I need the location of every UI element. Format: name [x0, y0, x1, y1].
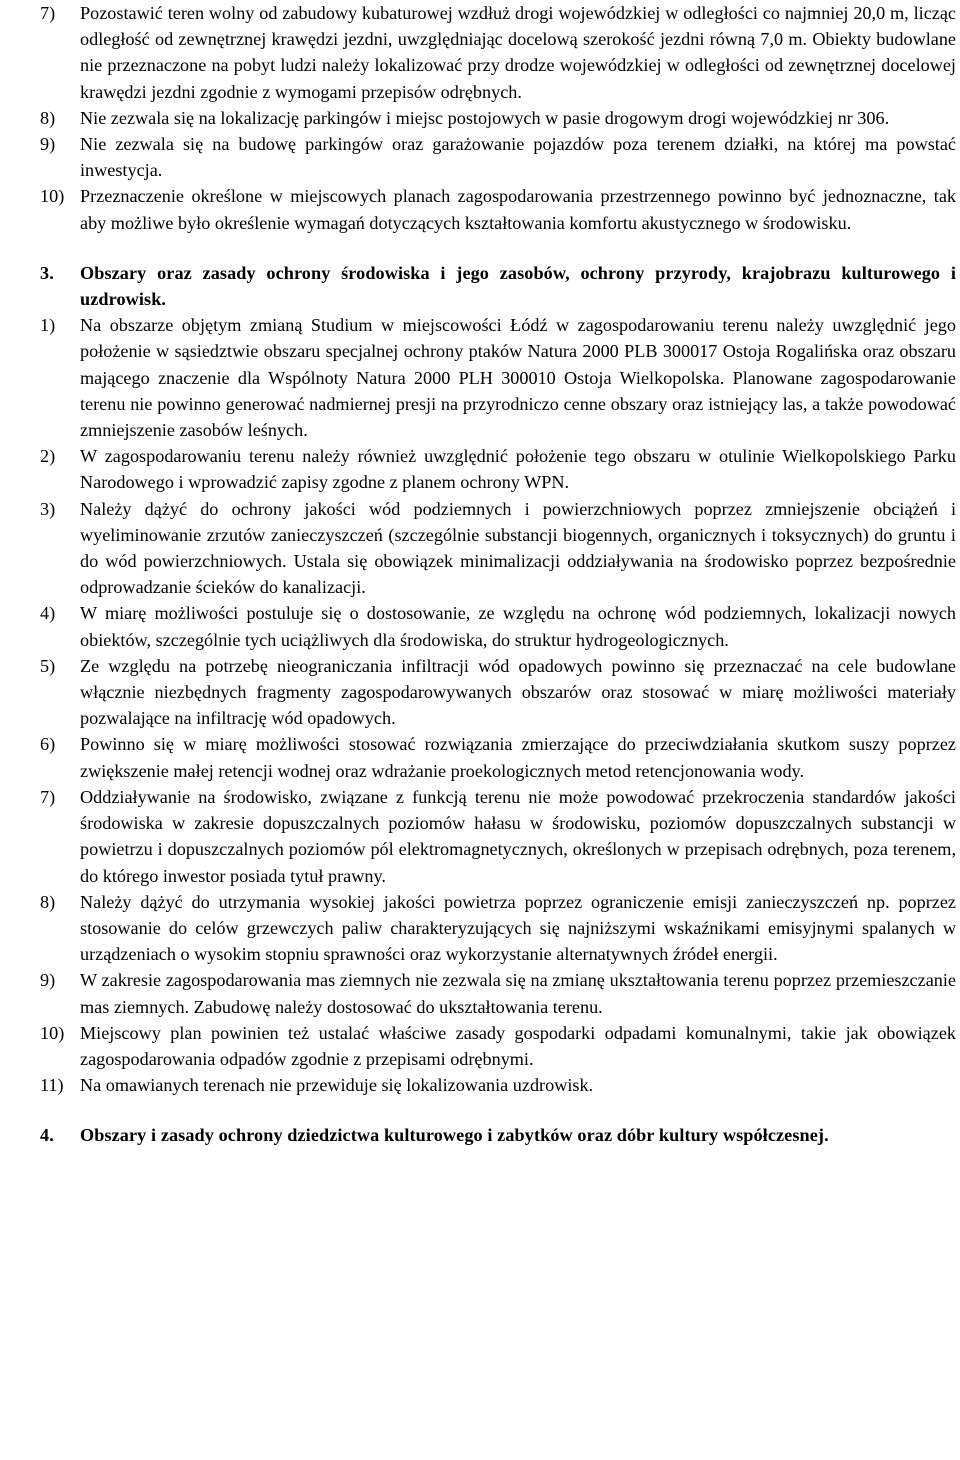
item-number: 4): [40, 603, 56, 624]
item-number: 5): [40, 655, 56, 676]
list-item: [40, 496, 956, 601]
section-number: 4.: [40, 1125, 54, 1146]
item-number: 1): [40, 315, 56, 336]
section-4-heading: [40, 1122, 956, 1148]
item-text: W zagospodarowaniu terenu należy również uwzględnić położenie tego obszaru w otulinie Wielkopolskiego Parku Narodowego i wprowadzić zapisy zgodne z planem ochrony WPN.: [80, 446, 956, 493]
list-item: [40, 967, 956, 1019]
item-text: Oddziaływanie na środowisko, związane z funkcją terenu nie może powodować przekroczenia standardów jakości środowiska w zakresie dopuszczalnych poziomów hałasu w środowisku, poziomów dopuszczalnych substancji w powietrzu i dopuszczalnych poziomów pól elektromagnetycznych, określonych w przepisach odrębnych, poza terenem, do którego inwestor posiada tytuł prawny.: [80, 786, 956, 886]
item-number: 2): [40, 446, 56, 467]
list-item: [40, 131, 956, 183]
list-item: [40, 1072, 956, 1098]
item-number: 10): [40, 1022, 65, 1043]
item-number: 7): [40, 3, 56, 23]
list-item: [40, 600, 956, 652]
list-item: [40, 443, 956, 495]
item-text: Przeznaczenie określone w miejscowych planach zagospodarowania przestrzennego powinno być jednoznaczne, tak aby możliwe było określenie wymagań dotyczących kształtowania komfortu akustycznego w środowisku.: [80, 186, 956, 233]
item-number: 10): [40, 186, 65, 207]
item-number: 6): [40, 734, 56, 755]
list-item: [40, 105, 956, 131]
list-item: [40, 0, 956, 105]
item-text: Na obszarze objętym zmianą Studium w miejscowości Łódź w zagospodarowaniu terenu należy uwzględnić jego położenie w sąsiedztwie obszaru specjalnej ochrony ptaków Natura 2000 PLB 300017 Ostoja Rogalińska oraz obszaru mającego znaczenie dla Wspólnoty Natura 2000 PLH 300010 Ostoja Wielkopolska. Planowane zagospodarowanie terenu nie powinno generować nadmiernej presji na przyrodniczo cenne obszary oraz istniejący las, a także powodować zmniejszenie zasobów leśnych.: [80, 315, 956, 441]
list-item: [40, 1020, 956, 1072]
item-text: Miejscowy plan powinien też ustalać właściwe zasady gospodarki odpadami komunalnymi, takie jak obowiązek zagospodarowania odpadów zgodnie z przepisami odrębnymi.: [80, 1022, 956, 1069]
item-text: Powinno się w miarę możliwości stosować rozwiązania zmierzające do przeciwdziałania skutkom suszy poprzez zwiększenie małej retencji wodnej oraz wdrażanie proekologicznych metod retencjonowania wody.: [80, 734, 956, 781]
list-item: [40, 731, 956, 783]
item-number: 3): [40, 498, 56, 519]
item-text: Ze względu na potrzebę nieograniczania infiltracji wód opadowych powinno się przeznaczać na cele budowlane włącznie niezbędnych fragmenty zagospodarowywanych obszarów oraz stosować w miarę możliwości materiały pozwalające na infiltrację wód opadowych.: [80, 655, 956, 729]
list-item: [40, 312, 956, 443]
section-number: 3.: [40, 262, 54, 283]
item-number: 8): [40, 891, 56, 912]
section-3-list: [40, 312, 956, 1098]
section-3-heading: [40, 260, 956, 312]
item-text: W zakresie zagospodarowania mas ziemnych nie zezwala się na zmianę ukształtowania terenu poprzez przemieszczanie mas ziemnych. Zabudowę należy dostosować do ukształtowania terenu.: [80, 970, 956, 1017]
item-text: Nie zezwala się na lokalizację parkingów i miejsc postojowych w pasie drogowym drogi wojewódzkiej nr 306.: [80, 107, 890, 128]
item-text: W miarę możliwości postuluje się o dostosowanie, ze względu na ochronę wód podziemnych, lokalizacji nowych obiektów, szczególnie tych uciążliwych dla środowiska, do struktur hydrogeologicznych.: [80, 603, 956, 650]
item-text: Nie zezwala się na budowę parkingów oraz garażowanie pojazdów poza terenem działki, na której ma powstać inwestycja.: [80, 134, 956, 181]
item-number: 8): [40, 107, 56, 128]
item-text: Na omawianych terenach nie przewiduje się lokalizowania uzdrowisk.: [80, 1075, 594, 1096]
list-item: [40, 784, 956, 889]
section-title: Obszary i zasady ochrony dziedzictwa kulturowego i zabytków oraz dóbr kultury współczesnej.: [80, 1125, 829, 1146]
item-number: 9): [40, 134, 56, 155]
item-text: Należy dążyć do utrzymania wysokiej jakości powietrza poprzez ograniczenie emisji zanieczyszczeń np. poprzez stosowanie do celów grzewczych paliw charakteryzujących się najniższymi wskaźnikami emisyjnymi spalanych w urządzeniach o wysokim stopniu sprawności oraz wykorzystanie alternatywnych źródeł energii.: [80, 891, 956, 965]
list-item: [40, 889, 956, 968]
list-item: [40, 183, 956, 235]
item-text: Pozostawić teren wolny od zabudowy kubaturowej wzdłuż drogi wojewódzkiej w odległości co najmniej 20,0 m, licząc odległość od zewnętrznej krawędzi jezdni, uwzględniając docelową szerokość jezdni równą 7,0 m. Obiekty budowlane nie przeznaczone na pobyt ludzi należy lokalizować przy drodze wojewódzkiej w odległości od zewnętrznej docelowej krawędzi jezdni zgodnie z wymogami przepisów odrębnych.: [80, 3, 956, 102]
item-number: 9): [40, 970, 56, 991]
item-number: 7): [40, 786, 56, 807]
list-item: [40, 653, 956, 732]
section-title: Obszary oraz zasady ochrony środowiska i jego zasobów, ochrony przyrody, krajobrazu kulturowego i uzdrowisk.: [80, 262, 956, 310]
item-number: 11): [40, 1075, 64, 1096]
list-continued: [40, 0, 956, 236]
item-text: Należy dążyć do ochrony jakości wód podziemnych i powierzchniowych poprzez zmniejszenie obciążeń i wyeliminowanie zrzutów zanieczyszczeń (szczególnie substancji biogennych, organicznych i toksycznych) do gruntu i do wód powierzchniowych. Ustala się obowiązek minimalizacji oddziaływania na środowisko poprzez bezpośrednie odprowadzanie ścieków do kanalizacji.: [80, 498, 956, 598]
